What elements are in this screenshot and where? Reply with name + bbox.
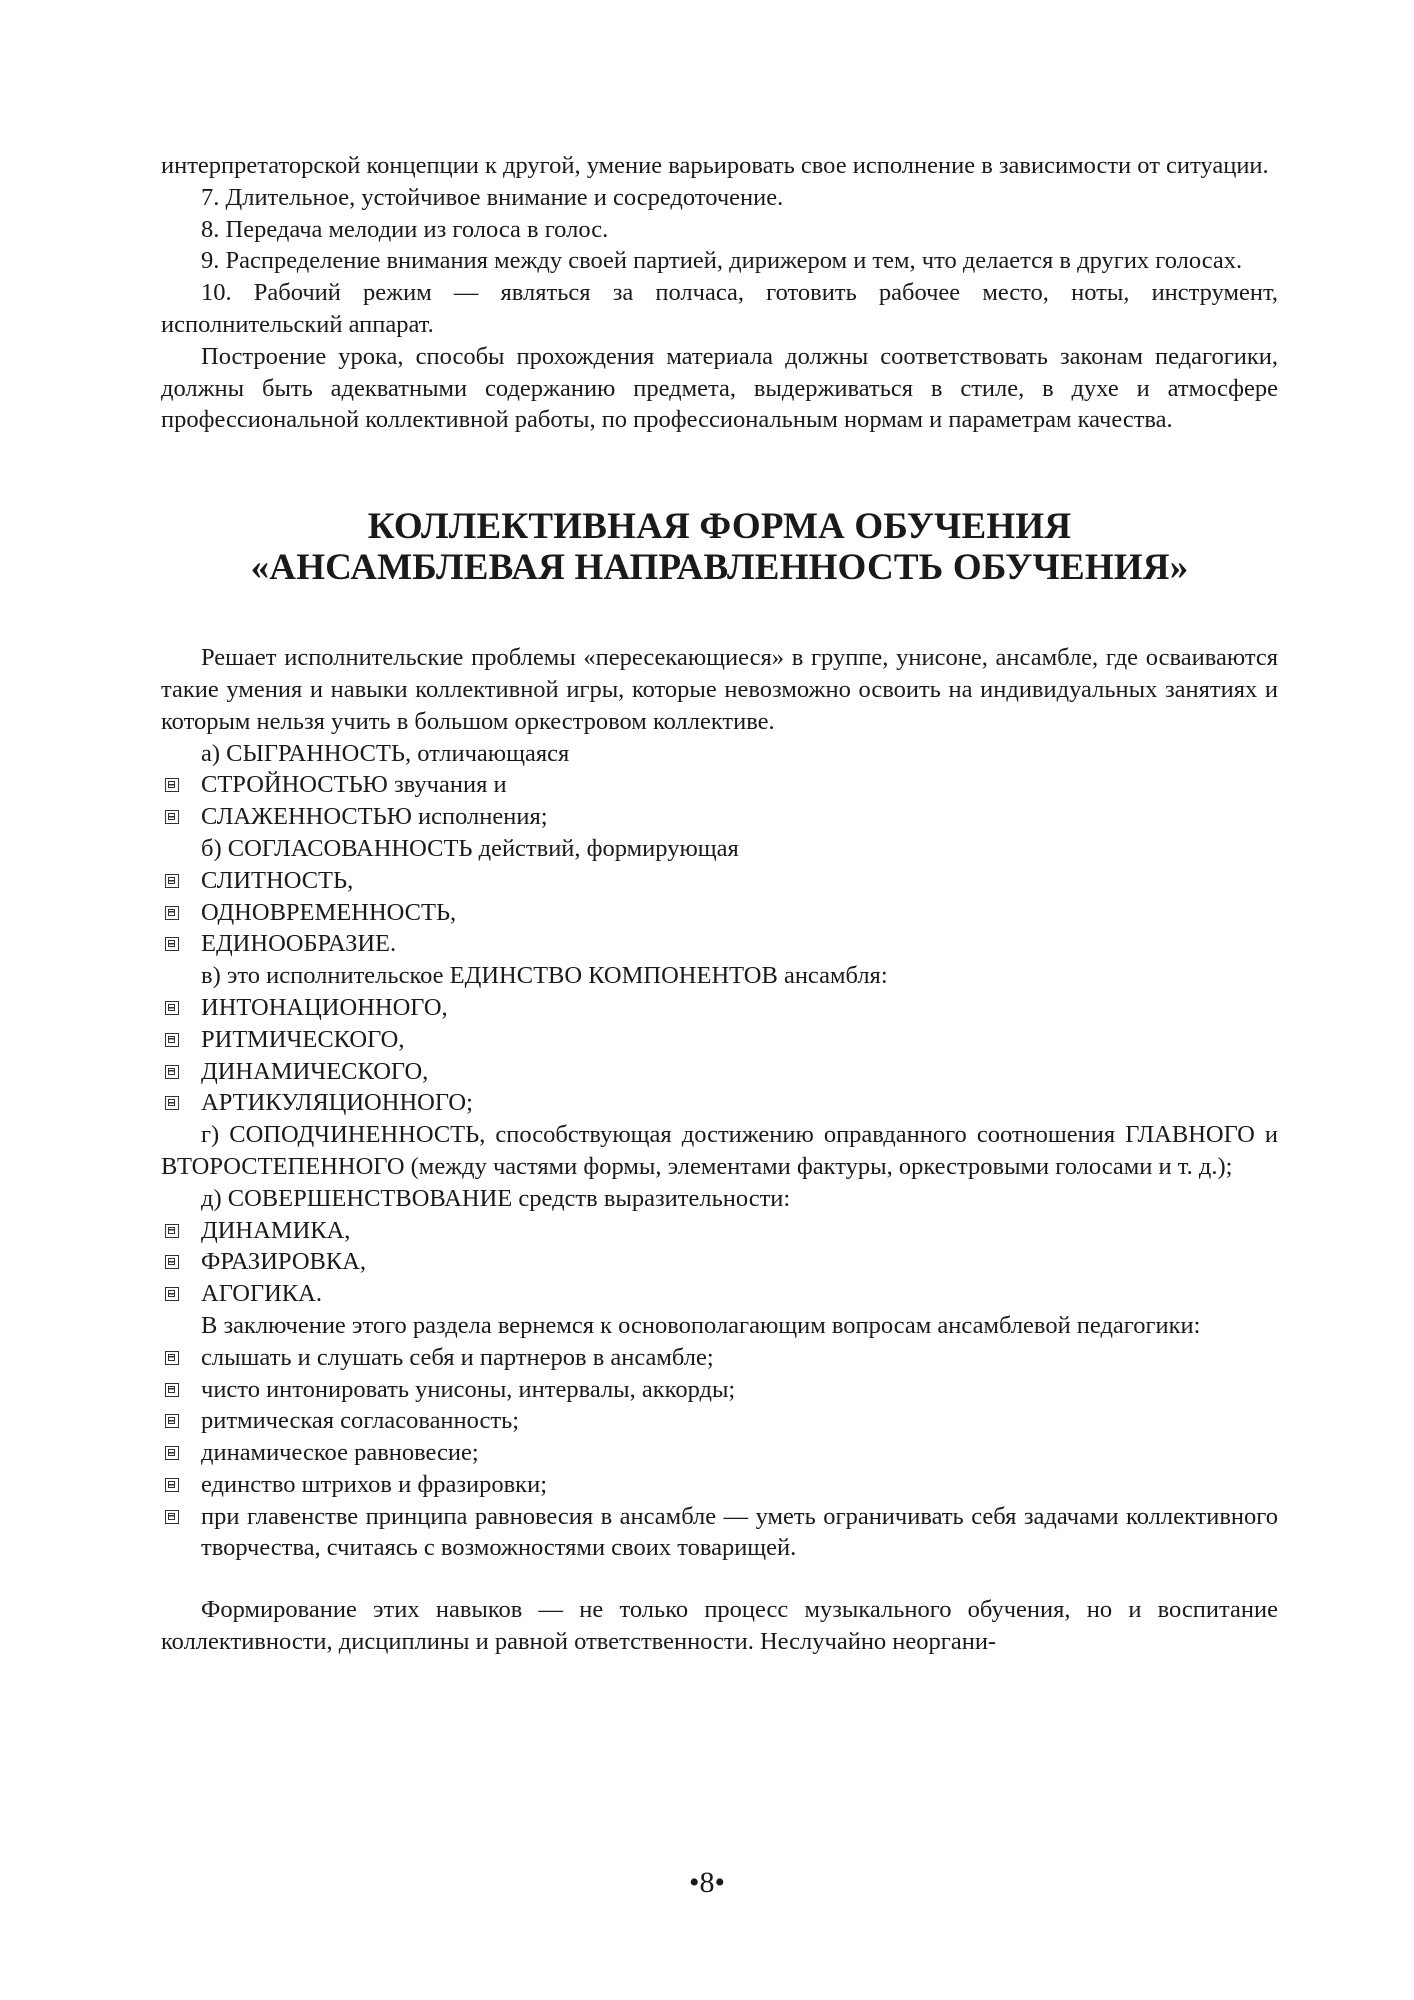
- double-square-bullet-icon: [165, 1414, 179, 1428]
- double-square-bullet-icon: [165, 906, 179, 920]
- paragraph-continuation: интерпретаторской концепции к другой, умение варьировать свое исполнение в зависимости от ситуации.: [161, 152, 1269, 179]
- bullet-item: РИТМИЧЕСКОГО,: [161, 1024, 1278, 1056]
- bullet-item: СЛАЖЕННОСТЬЮ исполнения;: [161, 801, 1278, 833]
- double-square-bullet-icon: [165, 1383, 179, 1397]
- double-square-bullet-icon: [165, 1224, 179, 1238]
- double-square-bullet-icon: [165, 1255, 179, 1269]
- bullet-item: ОДНОВРЕМЕННОСТЬ,: [161, 897, 1278, 929]
- bullet-item: ритмическая согласованность;: [161, 1405, 1278, 1437]
- list-item-10: 10. Рабочий режим — являться за полчаса, готовить рабочее место, ноты, инструмент, исполнительский аппарат.: [161, 279, 1278, 338]
- bullet-item: АРТИКУЛЯЦИОННОГО;: [161, 1087, 1278, 1119]
- group-label-a: а) СЫГРАННОСТЬ, отличающаяся: [201, 739, 570, 767]
- list-item-9: 9. Распределение внимания между своей партией, дирижером и тем, что делается в других голосах.: [201, 247, 1243, 275]
- group-label-d: д) СОВЕРШЕНСТВОВАНИЕ средств выразительности:: [201, 1184, 791, 1212]
- double-square-bullet-icon: [165, 874, 179, 888]
- double-square-bullet-icon: [165, 1065, 179, 1079]
- double-square-bullet-icon: [165, 778, 179, 792]
- double-square-bullet-icon: [165, 937, 179, 951]
- section-heading-line-1: КОЛЛЕКТИВНАЯ ФОРМА ОБУЧЕНИЯ: [367, 506, 1072, 548]
- section-intro-paragraph: Решает исполнительские проблемы «пересекающиеся» в группе, унисоне, ансамбле, где осваиваются такие умения и навыки коллективной игры, которые невозможно освоить на индивидуальных занятиях и которым нельзя учить в большом оркестровом коллективе.: [161, 644, 1278, 735]
- bullet-item: ИНТОНАЦИОННОГО,: [161, 992, 1278, 1024]
- section-heading-line-2: «АНСАМБЛЕВАЯ НАПРАВЛЕННОСТЬ ОБУЧЕНИЯ»: [250, 547, 1189, 589]
- double-square-bullet-icon: [165, 1478, 179, 1492]
- list-item-7: 7. Длительное, устойчивое внимание и сосредоточение.: [201, 183, 784, 211]
- bullet-item: чисто интонировать унисоны, интервалы, аккорды;: [161, 1374, 1278, 1406]
- list-item-8: 8. Передача мелодии из голоса в голос.: [201, 215, 609, 243]
- double-square-bullet-icon: [165, 1446, 179, 1460]
- bullet-item: СТРОЙНОСТЬЮ звучания и: [161, 769, 1278, 801]
- group-label-b: б) СОГЛАСОВАННОСТЬ действий, формирующая: [201, 834, 739, 862]
- double-square-bullet-icon: [165, 1287, 179, 1301]
- double-square-bullet-icon: [165, 1351, 179, 1365]
- conclusion-intro: В заключение этого раздела вернемся к основополагающим вопросам ансамблевой педагогики:: [201, 1311, 1201, 1339]
- double-square-bullet-icon: [165, 1033, 179, 1047]
- group-label-v: в) это исполнительское ЕДИНСТВО КОМПОНЕНТОВ ансамбля:: [201, 962, 888, 990]
- page-number: •8•: [688, 1866, 725, 1899]
- bullet-item: ЕДИНООБРАЗИЕ.: [161, 928, 1278, 960]
- bullet-item: динамическое равновесие;: [161, 1437, 1278, 1469]
- bullet-item: ДИНАМИЧЕСКОГО,: [161, 1056, 1278, 1088]
- group-label-g: г) СОПОДЧИНЕННОСТЬ, способствующая достижению оправданного соотношения ГЛАВНОГО и ВТОРОСТЕПЕННОГО (между частями формы, элементами фактуры, оркестровыми голосами и т. д.);: [161, 1121, 1278, 1180]
- bullet-item: слышать и слушать себя и партнеров в ансамбле;: [161, 1342, 1278, 1374]
- paragraph-lesson-structure: Построение урока, способы прохождения материала должны соответствовать законам педагогики, должны быть адекватными содержанию предмета, выдерживаться в стиле, в духе и атмосфере профессиональной коллективной работы, по профессиональным нормам и параметрам качества.: [161, 342, 1278, 434]
- double-square-bullet-icon: [165, 1001, 179, 1015]
- section-heading: [161, 506, 1278, 588]
- double-square-bullet-icon: [165, 1096, 179, 1110]
- bullet-item: ФРАЗИРОВКА,: [161, 1246, 1278, 1278]
- double-square-bullet-icon: [165, 1510, 179, 1524]
- final-paragraph: Формирование этих навыков — не только процесс музыкального обучения, но и воспитание коллективности, дисциплины и равной ответственности. Неслучайно неоргани-: [161, 1596, 1278, 1656]
- bullet-item: при главенстве принципа равновесия в ансамбле — уметь ограничивать себя задачами коллективного творчества, считаясь с возможностями своих товарищей.: [161, 1501, 1278, 1565]
- bullet-item: ДИНАМИКА,: [161, 1215, 1278, 1247]
- bullet-item: АГОГИКА.: [161, 1278, 1278, 1310]
- double-square-bullet-icon: [165, 810, 179, 824]
- spacer: [161, 1564, 1278, 1594]
- bullet-item: СЛИТНОСТЬ,: [161, 865, 1278, 897]
- bullet-item: единство штрихов и фразировки;: [161, 1469, 1278, 1501]
- document-page: [161, 150, 1278, 1658]
